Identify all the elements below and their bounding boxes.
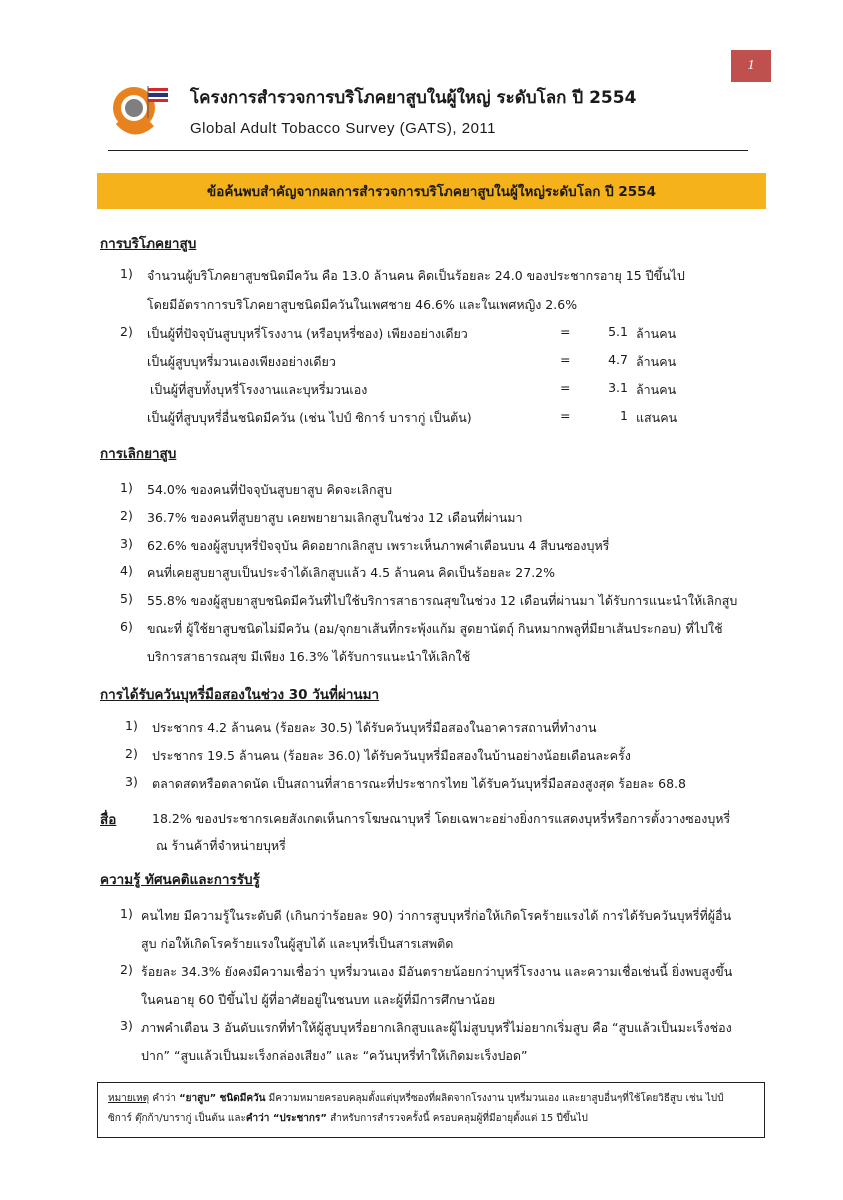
list-item-continued: ปาก” “สูบแล้วเป็นมะเร็งกล่องเสียง” และ “ควันบุหรี่ทำให้เกิดมะเร็งปอด” <box>141 1048 528 1063</box>
list-item: 55.8% ของผู้สูบยาสูบชนิดมีควันที่ไปใช้บริการสาธารณสุขในช่วง 12 เดือนที่ผ่านมา ได้รับการแนะนำให้เลิกสูบ <box>147 593 738 608</box>
list-item-continued: บริการสาธารณสุข มีเพียง 16.3% ได้รับการแนะนำให้เลิกใช้ <box>147 649 471 664</box>
list-item: ประชากร 4.2 ล้านคน (ร้อยละ 30.5) ได้รับควันบุหรี่มือสองในอาคารสถานที่ทำงาน <box>152 720 597 735</box>
list-number: 2) <box>120 508 133 523</box>
list-number: 2) <box>120 324 133 339</box>
list-item: ร้อยละ 34.3% ยังคงมีความเชื่อว่า บุหรี่มวนเอง มีอันตรายน้อยกว่าบุหรี่โรงงาน และความเชื่อเช่นนี้ ยิ่งพบสูงขึ้น <box>141 964 733 979</box>
list-item: ประชากร 19.5 ล้านคน (ร้อยละ 36.0) ได้รับควันบุหรี่มือสองในบ้านอย่างน้อยเดือนละครั้ง <box>152 748 631 763</box>
list-item: คนไทย มีความรู้ในระดับดี (เกินกว่าร้อยละ 90) ว่าการสูบบุหรี่ก่อให้เกิดโรคร้ายแรงได้ การได้รับควันบุหรี่ที่ผู้อื่น <box>141 908 732 923</box>
list-item-continued: โดยมีอัตราการบริโภคยาสูบชนิดมีควันในเพศชาย 46.6% และในเพศหญิง 2.6% <box>147 297 578 312</box>
report-title-thai: โครงการสำรวจการบริโภคยาสูบในผู้ใหญ่ ระดับโลก ปี 2554 <box>190 88 637 108</box>
list-number: 3) <box>125 774 138 789</box>
list-number: 4) <box>120 563 133 578</box>
footnote-term: คำว่า “ประชากร” <box>245 1113 327 1124</box>
section-heading-quitting: การเลิกยาสูบ <box>100 446 177 462</box>
footnote-label: หมายเหตุ <box>108 1093 150 1104</box>
list-number: 2) <box>120 962 133 977</box>
gats-logo-icon <box>108 78 174 138</box>
footnote-box <box>97 1082 765 1138</box>
report-title-english: Global Adult Tobacco Survey (GATS), 2011 <box>190 120 496 137</box>
list-item: จำนวนผู้บริโภคยาสูบชนิดมีควัน คือ 13.0 ล้านคน คิดเป็นร้อยละ 24.0 ของประชากรอายุ 15 ปีขึ้นไป <box>147 268 685 283</box>
media-finding: 18.2% ของประชากรเคยสังเกตเห็นการโฆษณาบุหรี่ โดยเฉพาะอย่างยิ่งการแสดงบุหรี่หรือการตั้งวางซองบุหรี่ <box>152 811 731 826</box>
list-item-continued: สูบ ก่อให้เกิดโรคร้ายแรงในผู้สูบได้ และบุหรี่เป็นสารเสพติด <box>141 936 454 951</box>
list-number: 1) <box>120 480 133 495</box>
smoker-count-unit: ล้านคน <box>636 382 677 397</box>
equals-sign: = <box>560 408 571 423</box>
list-item: ขณะที่ ผู้ใช้ยาสูบชนิดไม่มีควัน (อม/จุกยาเส้นที่กระพุ้งแก้ม สูดยานัตถุ์ กินหมากพลูที่มียาเส้นประกอบ) ที่ไปใช้ <box>147 621 723 636</box>
section-heading-knowledge: ความรู้ ทัศนคติและการรับรู้ <box>100 872 260 888</box>
list-number: 3) <box>120 1018 133 1033</box>
list-number: 2) <box>125 746 138 761</box>
smoker-type-label: เป็นผู้ที่สูบบุหรี่อื่นชนิดมีควัน (เช่น ไปป์ ซิการ์ บารากู่ เป็นต้น) <box>147 410 472 425</box>
footnote-text: คำว่า <box>149 1093 180 1104</box>
title-divider <box>108 150 748 151</box>
list-item: ภาพคำเตือน 3 อันดับแรกที่ทำให้ผู้สูบบุหรี่อยากเลิกสูบและผู้ไม่สูบบุหรี่ไม่อยากเริ่มสูบ คือ “สูบแล้วเป็นมะเร็งช่อง <box>141 1020 732 1035</box>
smoker-count-value: 5.1 <box>608 324 628 339</box>
list-item: ตลาดสดหรือตลาดนัด เป็นสถานที่สาธารณะที่ประชากรไทย ได้รับควันบุหรี่มือสองสูงสุด ร้อยละ 68.8 <box>152 776 686 791</box>
list-number: 1) <box>125 718 138 733</box>
list-item: 54.0% ของคนที่ปัจจุบันสูบยาสูบ คิดจะเลิกสูบ <box>147 482 393 497</box>
smoker-count-unit: ล้านคน <box>636 326 677 341</box>
equals-sign: = <box>560 380 571 395</box>
footnote-text: มีความหมายครอบคลุมตั้งแต่บุหรี่ซองที่ผลิตจากโรงงาน บุหรี่มวนเอง และยาสูบอื่นๆที่ใช้โดยวิธีสูบ เช่น ไปป์ <box>265 1093 724 1104</box>
smoker-count-value: 3.1 <box>608 380 628 395</box>
list-number: 3) <box>120 536 133 551</box>
equals-sign: = <box>560 324 571 339</box>
list-item: 36.7% ของคนที่สูบยาสูบ เคยพยายามเลิกสูบในช่วง 12 เดือนที่ผ่านมา <box>147 510 523 525</box>
footnote-text: สำหรับการสำรวจครั้งนี้ ครอบคลุมผู้ที่มีอายุตั้งแต่ 15 ปีขึ้นไป <box>326 1113 588 1124</box>
media-finding-continued: ณ ร้านค้าที่จำหน่ายบุหรี่ <box>156 838 286 853</box>
list-number: 5) <box>120 591 133 606</box>
smoker-type-label: เป็นผู้สูบบุหรี่มวนเองเพียงอย่างเดียว <box>147 354 336 369</box>
equals-sign: = <box>560 352 571 367</box>
section-heading-consumption: การบริโภคยาสูบ <box>100 236 197 252</box>
smoker-count-unit: ล้านคน <box>636 354 677 369</box>
footnote-text: ซิการ์ ตุ๊กก้า/บารากู่ เป็นต้น และ <box>108 1113 246 1124</box>
smoker-type-label: เป็นผู้ที่ปัจจุบันสูบบุหรี่โรงงาน (หรือบุหรี่ซอง) เพียงอย่างเดียว <box>147 326 468 341</box>
page-number-badge: 1 <box>731 50 771 82</box>
list-item-continued: ในคนอายุ 60 ปีขึ้นไป ผู้ที่อาศัยอยู่ในชนบท และผู้ที่มีการศึกษาน้อย <box>141 992 496 1007</box>
key-findings-banner: ข้อค้นพบสำคัญจากผลการสำรวจการบริโภคยาสูบในผู้ใหญ่ระดับโลก ปี 2554 <box>97 173 766 209</box>
footnote-term: “ยาสูบ” ชนิดมีควัน <box>179 1093 266 1104</box>
section-heading-media: สื่อ <box>100 812 117 828</box>
list-number: 6) <box>120 619 133 634</box>
smoker-count-unit: แสนคน <box>636 410 678 425</box>
list-number: 1) <box>120 906 133 921</box>
list-number: 1) <box>120 266 133 281</box>
list-item: คนที่เคยสูบยาสูบเป็นประจำได้เลิกสูบแล้ว 4.5 ล้านคน คิดเป็นร้อยละ 27.2% <box>147 565 556 580</box>
list-item: 62.6% ของผู้สูบบุหรี่ปัจจุบัน คิดอยากเลิกสูบ เพราะเห็นภาพคำเตือนบน 4 สีบนซองบุหรี่ <box>147 538 610 553</box>
section-heading-secondhand-smoke: การได้รับควันบุหรี่มือสองในช่วง 30 วันที่ผ่านมา <box>100 687 380 703</box>
smoker-count-value: 4.7 <box>608 352 628 367</box>
smoker-type-label: เป็นผู้ที่สูบทั้งบุหรี่โรงงานและบุหรี่มวนเอง <box>150 382 368 397</box>
smoker-count-value: 1 <box>620 408 628 423</box>
